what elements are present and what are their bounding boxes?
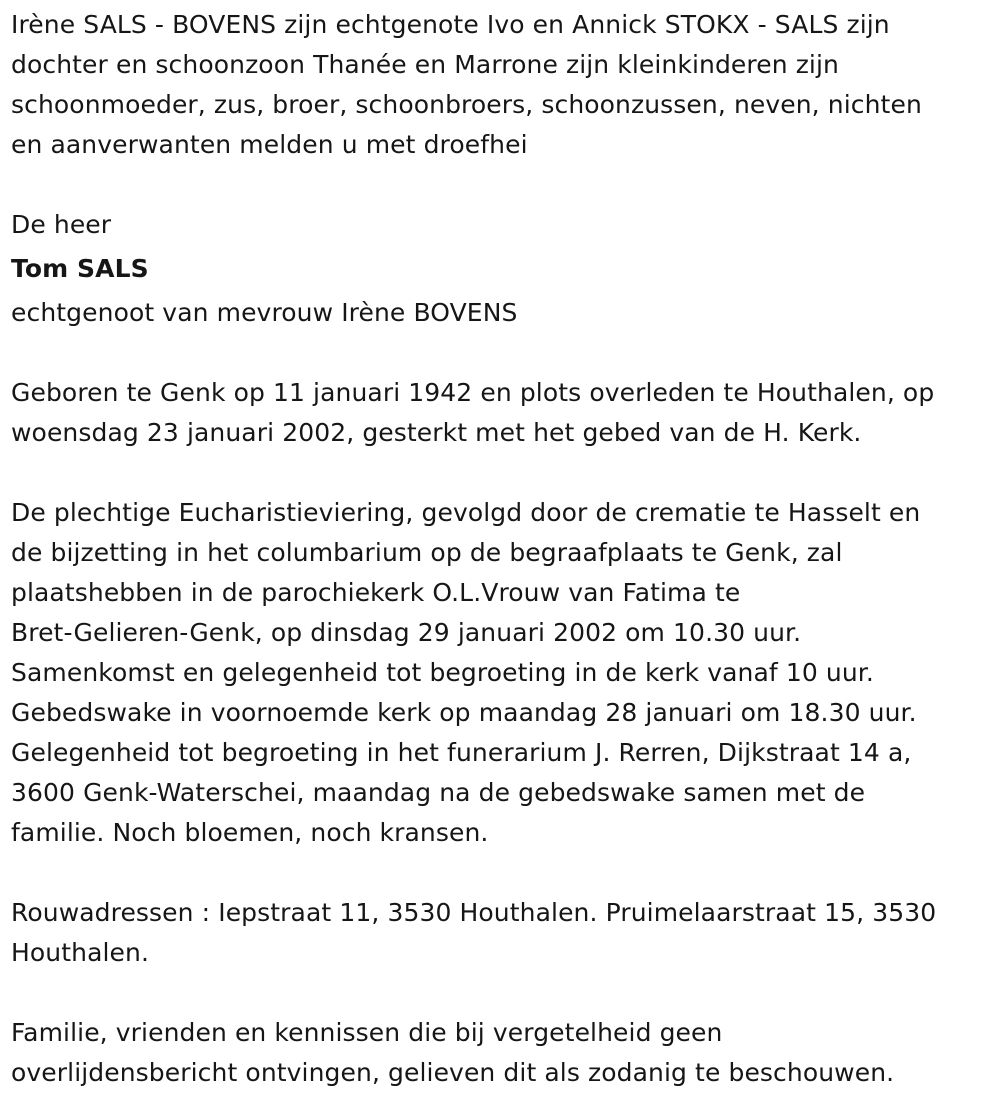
deceased-name: Tom SALS <box>11 254 149 283</box>
ceremony-line: Gebedswake in voornoemde kerk op maandag 28 januari om 18.30 uur. <box>11 698 917 727</box>
spacer <box>11 973 991 1013</box>
closing-line: Familie, vrienden en kennissen die bij vergetelheid geen <box>11 1018 723 1047</box>
ceremony-line: familie. Noch bloemen, noch kransen. <box>11 818 489 847</box>
ceremony-line: Gelegenheid tot begroeting in het funerarium J. Rerren, Dijkstraat 14 a, <box>11 738 912 767</box>
intro-line: dochter en schoonzoon Thanée en Marrone zijn kleinkinderen zijn <box>11 50 839 79</box>
ceremony-line: De plechtige Eucharistieviering, gevolgd door de crematie te Hasselt en <box>11 498 921 527</box>
closing-line: overlijdensbericht ontvingen, gelieven dit als zodanig te beschouwen. <box>11 1058 895 1087</box>
birth-death-paragraph <box>11 373 991 453</box>
intro-paragraph <box>11 5 991 165</box>
addresses-line: Rouwadressen : Iepstraat 11, 3530 Houthalen. Pruimelaarstraat 15, 3530 <box>11 898 937 927</box>
obituary-notice <box>11 5 991 1093</box>
spacer <box>11 853 991 893</box>
birth-death-line: Geboren te Genk op 11 januari 1942 en plots overleden te Houthalen, op <box>11 378 935 407</box>
ceremony-line: 3600 Genk-Waterschei, maandag na de gebedswake samen met de <box>11 778 866 807</box>
ceremony-line: plaatshebben in de parochiekerk O.L.Vrouw van Fatima te <box>11 578 741 607</box>
birth-death-line: woensdag 23 januari 2002, gesterkt met het gebed van de H. Kerk. <box>11 418 862 447</box>
addresses-paragraph <box>11 893 991 973</box>
ceremony-line: Samenkomst en gelegenheid tot begroeting in de kerk vanaf 10 uur. <box>11 658 874 687</box>
intro-line: schoonmoeder, zus, broer, schoonbroers, schoonzussen, neven, nichten <box>11 90 922 119</box>
spacer <box>11 165 991 205</box>
intro-line: Irène SALS - BOVENS zijn echtgenote Ivo en Annick STOKX - SALS zijn <box>11 10 890 39</box>
deceased-spouse: echtgenoot van mevrouw Irène BOVENS <box>11 298 518 327</box>
ceremony-paragraph <box>11 493 991 853</box>
intro-line: en aanverwanten melden u met droefhei <box>11 130 528 159</box>
addresses-line: Houthalen. <box>11 938 150 967</box>
deceased-title: De heer <box>11 210 112 239</box>
closing-paragraph <box>11 1013 991 1093</box>
spacer <box>11 453 991 493</box>
spacer <box>11 333 991 373</box>
ceremony-line: de bijzetting in het columbarium op de begraafplaats te Genk, zal <box>11 538 843 567</box>
ceremony-line: Bret-Gelieren-Genk, op dinsdag 29 januari 2002 om 10.30 uur. <box>11 618 802 647</box>
